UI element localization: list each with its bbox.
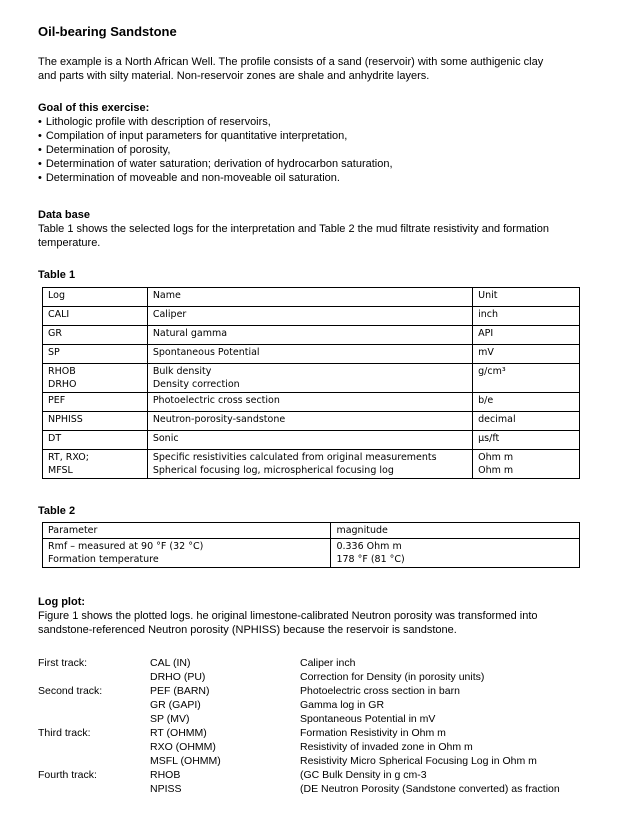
parameter-line: Rmf – measured at 90 °F (32 °C) [48,541,204,552]
unit-cell: inch [473,307,580,326]
curve-description: Resistivity of invaded zone in Ohm m [300,741,473,753]
curve-name: GR (GAPI) [150,699,201,711]
name-cell: Neutron-porosity-sandstone [147,412,472,431]
goals-section [38,101,593,185]
track-label: Second track: [38,685,103,697]
intro-paragraph [38,55,593,83]
goals-list [38,115,593,185]
name-cell: Sonic [147,431,472,450]
logplot-section [38,595,593,637]
track-label: Fourth track: [38,769,97,781]
table-row [43,450,580,479]
header-log: Log [43,288,148,307]
name-cell: Spontaneous Potential [147,345,472,364]
log-line: DRHO [48,379,77,390]
name-cell: Natural gamma [147,326,472,345]
table1-caption: Table 1 [38,269,76,281]
unit-line: Ohm m [478,465,514,476]
log-line: RT, RXO; [48,452,89,463]
log-line: RHOB [48,366,76,377]
log-cell: CALI [43,307,148,326]
name-line: Spherical focusing log, microspherical focusing log [152,465,394,476]
curve-name: MSFL (OHMM) [150,755,221,767]
track-label: Third track: [38,727,91,739]
track-labels [38,656,102,796]
intro-line: and parts with silty material. Non-reservoir zones are shale and anhydrite layers. [38,70,430,82]
table-row [43,539,580,568]
log-cell: PEF [43,393,148,412]
unit-cell: µs/ft [473,431,580,450]
log-cell: DT [43,431,148,450]
unit-cell: b/e [473,393,580,412]
unit-cell: API [473,326,580,345]
curve-name: CAL (IN) [150,657,191,669]
value-cell [331,539,580,568]
table-header-row [43,288,580,307]
table-row [43,307,580,326]
database-line: temperature. [38,237,101,249]
log-cell: SP [43,345,148,364]
goal-item: • Compilation of input parameters for quantitative interpretation, [38,129,593,143]
curve-description: Gamma log in GR [300,699,385,711]
unit-cell: decimal [473,412,580,431]
intro-line: The example is a North African Well. The profile consists of a sand (reservoir) with some authigenic clay [38,56,544,68]
logplot-line: Figure 1 shows the plotted logs. he original limestone-calibrated Neutron porosity was transformed into [38,610,538,622]
unit-cell [473,450,580,479]
name-line: Specific resistivities calculated from original measurements [152,452,437,463]
header-name: Name [147,288,472,307]
table-row [43,431,580,450]
name-line: Bulk density [152,366,212,377]
log-cell: GR [43,326,148,345]
curve-description: Resistivity Micro Spherical Focusing Log in Ohm m [300,755,537,767]
log-cell [43,450,148,479]
table-row [43,326,580,345]
track-curves [150,656,221,796]
curve-description: Formation Resistivity in Ohm m [300,727,446,739]
log-cell [43,364,148,393]
unit-line: Ohm m [478,452,514,463]
log-cell: NPHISS [43,412,148,431]
header-unit: Unit [473,288,580,307]
unit-cell: mV [473,345,580,364]
table-1 [42,287,580,479]
database-heading: Data base [38,209,90,221]
unit-cell: g/cm³ [473,364,580,393]
table-row [43,412,580,431]
table-row [43,393,580,412]
goal-item: • Determination of water saturation; derivation of hydrocarbon saturation, [38,157,593,171]
table-row [43,364,580,393]
table-row [43,345,580,364]
goal-item: • Determination of moveable and non-moveable oil saturation. [38,171,593,185]
value-line: 178 °F (81 °C) [336,554,405,565]
track-list [38,656,598,796]
curve-description: (DE Neutron Porosity (Sandstone converted) as fraction [300,783,560,795]
logplot-heading: Log plot: [38,596,86,608]
parameter-line: Formation temperature [48,554,159,565]
curve-name: DRHO (PU) [150,671,206,683]
log-line: MFSL [48,465,73,476]
track-label: First track: [38,657,87,669]
name-cell: Photoelectric cross section [147,393,472,412]
curve-name: RT (OHMM) [150,727,207,739]
name-cell [147,364,472,393]
header-parameter: Parameter [43,523,331,539]
table-header-row [43,523,580,539]
curve-description: Correction for Density (in porosity units) [300,671,485,683]
name-line: Density correction [152,379,240,390]
curve-description: Spontaneous Potential in mV [300,713,436,725]
page-title: Oil-bearing Sandstone [38,24,177,39]
curve-description: Caliper inch [300,657,356,669]
curve-name: RXO (OHMM) [150,741,216,753]
table2-caption: Table 2 [38,505,76,517]
goal-item: • Lithologic profile with description of reservoirs, [38,115,593,129]
name-cell [147,450,472,479]
goals-heading: Goal of this exercise: [38,102,150,114]
database-line: Table 1 shows the selected logs for the interpretation and Table 2 the mud filtrate resistivity and formation [38,223,549,235]
goal-item: • Determination of porosity, [38,143,593,157]
curve-name: SP (MV) [150,713,190,725]
table-2 [42,522,580,568]
curve-name: NPISS [150,783,182,795]
value-line: 0.336 Ohm m [336,541,402,552]
parameter-cell [43,539,331,568]
database-section [38,208,593,250]
header-magnitude: magnitude [331,523,580,539]
logplot-line: sandstone-referenced Neutron porosity (NPHISS) because the reservoir is sandstone. [38,624,457,636]
curve-name: PEF (BARN) [150,685,210,697]
curve-name: RHOB [150,769,181,781]
curve-description: (GC Bulk Density in g cm-3 [300,769,427,781]
curve-description: Photoelectric cross section in barn [300,685,460,697]
name-cell: Caliper [147,307,472,326]
track-descriptions [300,656,560,796]
